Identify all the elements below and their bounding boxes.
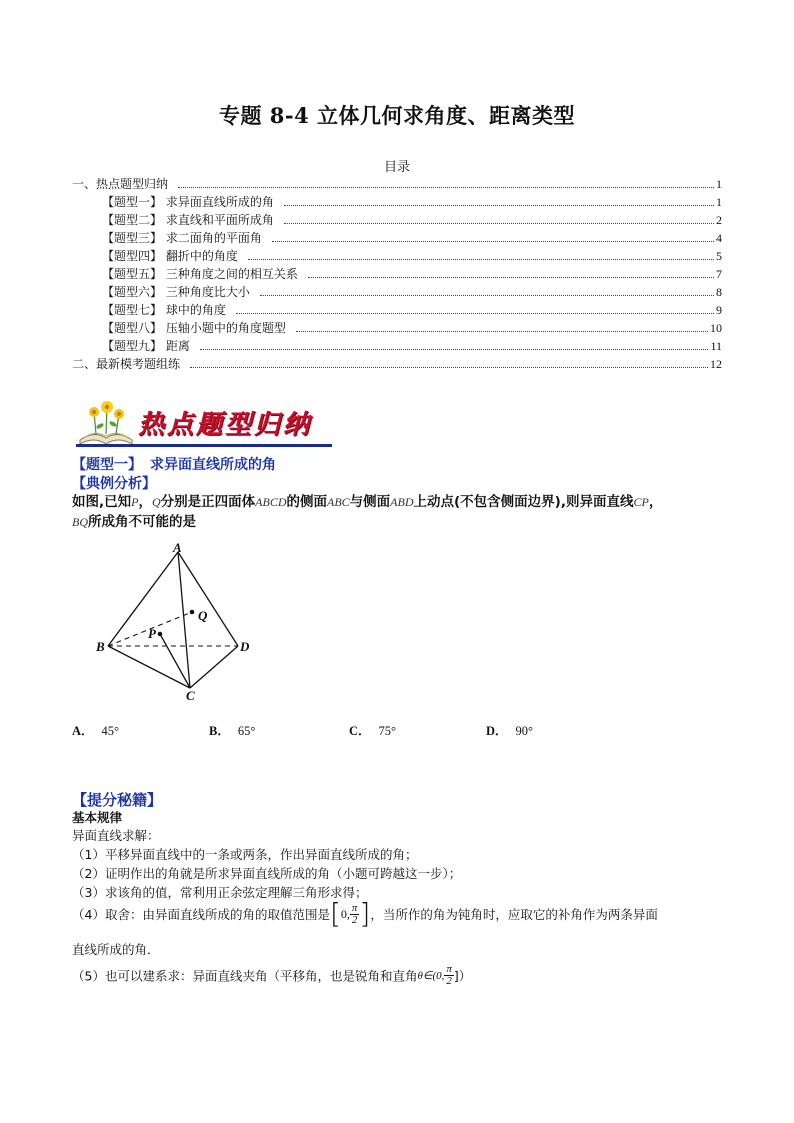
var-p: P <box>131 495 139 509</box>
toc-item-page: 1 <box>716 177 722 191</box>
section-title: 求异面直线所成的角 <box>150 457 276 473</box>
var-bq: BQ <box>72 515 88 529</box>
var-abc: ABC <box>327 495 350 509</box>
toc-item-page: 4 <box>716 231 722 245</box>
option-c[interactable] <box>349 721 396 739</box>
toc-leader-dots <box>248 258 714 260</box>
toc-item-page: 9 <box>716 303 722 317</box>
toc-item-label: 【题型八】 压轴小题中的角度题型 <box>102 321 286 335</box>
step5-text: （5）也可以建系求：异面直线夹角（平移角，也是锐角和直角 <box>72 968 418 984</box>
edge-ac <box>178 552 190 688</box>
label-q: Q <box>198 608 208 623</box>
option-d[interactable] <box>486 721 533 739</box>
point-p <box>158 632 163 637</box>
option-letter: D． <box>486 724 508 738</box>
toc-item-label: 【题型五】 三种角度之间的相互关系 <box>102 267 298 281</box>
toc-item-page: 10 <box>710 321 722 335</box>
toc-leader-dots <box>296 330 708 332</box>
label-b: B <box>96 639 105 654</box>
toc-item-page: 12 <box>710 357 722 371</box>
label-a: A <box>173 540 182 555</box>
toc-leader-dots <box>308 276 714 278</box>
section-tag: 【题型一】 <box>72 457 142 473</box>
interval-right-bracket: ] <box>359 897 371 930</box>
question-part: 上动点(不包含侧面边界),则异面直线 <box>413 494 634 510</box>
toc-leader-dots <box>236 312 714 314</box>
label-d: D <box>240 639 250 654</box>
frac-den: 2 <box>351 913 358 926</box>
toc-item-page: 11 <box>710 339 722 353</box>
question-part: 分别是正四面体 <box>160 494 256 510</box>
toc-item-label: 一、热点题型归纳 <box>72 177 169 191</box>
toc-item-page: 7 <box>716 267 722 281</box>
edge-dc <box>190 646 238 688</box>
toc-leader-dots <box>200 348 709 350</box>
toc-item-label: 【题型四】 翻折中的角度 <box>102 249 238 263</box>
tips-step-4 <box>72 897 658 930</box>
tips-intro: 异面直线求解： <box>72 828 160 843</box>
label-c: C <box>186 688 195 700</box>
toc-item[interactable] <box>72 192 722 210</box>
banner-title: 热点题型归纳 <box>138 410 313 440</box>
toc-item[interactable] <box>72 264 722 282</box>
toc-leader-dots <box>272 240 714 242</box>
question-part: 如图,已知 <box>72 494 132 510</box>
var-abcd: ABCD <box>255 495 287 509</box>
point-q <box>190 610 195 615</box>
label-p: P <box>148 626 156 641</box>
step5-text: ]） <box>453 968 472 984</box>
toc-item[interactable] <box>72 318 722 336</box>
page-title: 专题 8-4 立体几何求角度、距离类型 <box>218 103 576 128</box>
option-value: 45° <box>101 724 120 738</box>
interval-left-bracket: [ <box>329 897 341 930</box>
interval-start: 0, <box>340 906 350 921</box>
toc-item-label: 【题型二】 求直线和平面所成角 <box>102 213 274 227</box>
toc-item[interactable] <box>72 354 722 372</box>
toc-item-label: 【题型九】 距离 <box>102 339 190 353</box>
pi-over-two <box>444 964 454 987</box>
option-value: 65° <box>237 724 256 738</box>
section-banner <box>76 400 332 448</box>
toc-heading: 目录 <box>383 160 410 175</box>
var-q: Q <box>151 495 161 509</box>
question-text <box>72 492 732 532</box>
tips-step-1: （1）平移异面直线中的一条或两条，作出异面直线所成的角； <box>72 847 418 862</box>
book-flower-icon <box>76 400 136 446</box>
option-letter: B． <box>209 724 230 738</box>
toc-item-label: 二、最新模考题组练 <box>72 357 181 371</box>
option-letter: A． <box>72 724 94 738</box>
section-heading <box>72 454 276 474</box>
var-cp: CP <box>633 495 649 509</box>
toc-item-page: 5 <box>716 249 722 263</box>
option-b[interactable] <box>209 721 255 739</box>
question-part: 所成角不可能的是 <box>88 514 196 530</box>
question-separator: ， <box>138 494 152 510</box>
frac-den: 2 <box>446 975 452 987</box>
toc-item-label: 【题型一】 求异面直线所成的角 <box>102 195 274 209</box>
toc-item-label: 【题型六】 三种角度比大小 <box>102 285 250 299</box>
toc-leader-dots <box>284 204 714 206</box>
toc-item[interactable] <box>72 228 722 246</box>
question-part: 与侧面 <box>349 494 391 510</box>
tips-step-2: （2）证明作出的角就是所求异面直线所成的角（小题可跨越这一步）； <box>72 866 462 881</box>
tips-step-4-cont: 直线所成的角． <box>72 942 160 957</box>
toc-item-label: 【题型七】 球中的角度 <box>102 303 226 317</box>
toc-item-label: 【题型三】 求二面角的平面角 <box>102 231 262 245</box>
toc-leader-dots <box>190 366 708 368</box>
tetrahedron-figure <box>90 540 260 700</box>
toc-item-page: 8 <box>716 285 722 299</box>
frac-num: π <box>446 963 452 975</box>
question-comma: ， <box>648 494 663 510</box>
step4-text: （4）取舍：由异面直线所成的角的取值范围是 <box>72 907 330 922</box>
tips-heading: 【提分秘籍】 <box>72 791 163 809</box>
toc-item[interactable] <box>72 210 722 228</box>
theta-range: θ∈(0, <box>417 970 445 982</box>
tips-subtitle: 基本规律 <box>72 810 123 825</box>
banner-underline <box>76 444 332 447</box>
frac-num: π <box>351 901 358 914</box>
example-heading: 【典例分析】 <box>72 476 156 492</box>
edge-ad <box>178 552 238 646</box>
toc-leader-dots <box>260 294 714 296</box>
pi-over-two <box>350 903 360 926</box>
option-letter: C． <box>349 724 371 738</box>
toc-item-page: 2 <box>716 213 722 227</box>
toc-item[interactable] <box>72 174 722 192</box>
toc-item[interactable] <box>72 246 722 264</box>
question-part: 的侧面 <box>286 494 327 510</box>
tips-step-3: （3）求该角的值，常利用正余弦定理解三角形求得； <box>72 885 368 900</box>
toc-leader-dots <box>178 186 714 188</box>
toc-item[interactable] <box>72 336 722 354</box>
option-a[interactable] <box>72 721 119 739</box>
step4-text: ，当所作的角为钝角时，应取它的补角作为两条异面 <box>370 907 658 922</box>
table-of-contents <box>72 174 722 372</box>
option-value: 75° <box>378 724 397 738</box>
toc-leader-dots <box>284 222 714 224</box>
toc-item-page: 1 <box>716 195 722 209</box>
tips-step-5 <box>72 964 471 987</box>
toc-item[interactable] <box>72 300 722 318</box>
var-abd: ABD <box>390 495 414 509</box>
toc-item[interactable] <box>72 282 722 300</box>
option-value: 90° <box>515 724 534 738</box>
